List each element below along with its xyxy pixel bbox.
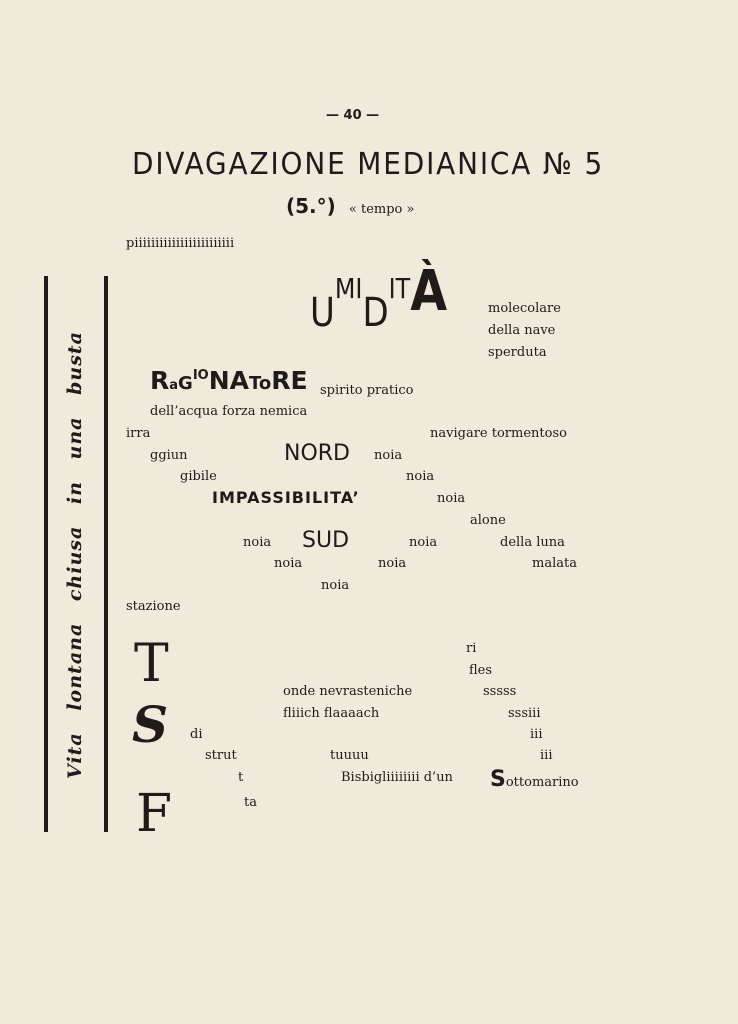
- word-navigare: navigare tormentoso: [430, 426, 567, 441]
- word-fliiich: fliiich flaaaach: [283, 706, 380, 721]
- word-sssss: sssss: [483, 684, 517, 699]
- word-ri: ri: [466, 641, 477, 656]
- right-rule: [104, 276, 108, 832]
- word-molecolare: molecolare: [488, 301, 561, 316]
- subtitle-tempo: « tempo »: [348, 202, 415, 217]
- side-vertical-text: Vita lontana chiusa in una busta: [64, 331, 86, 779]
- letter-t: T: [134, 634, 169, 694]
- page-number: — 40 —: [326, 108, 380, 123]
- subtitle-number: (5.°): [286, 194, 336, 218]
- word-noia-2: noia: [406, 469, 435, 484]
- word-dellacqua: dell’acqua forza nemica: [150, 404, 308, 419]
- umidita-a: À: [410, 259, 448, 324]
- page-title: DIVAGAZIONE MEDIANICA № 5: [132, 147, 605, 182]
- word-noia-5: noia: [409, 535, 438, 550]
- word-iii-1: iii: [530, 727, 543, 742]
- word-bisbigli: Bisbigliiiiiiii d’un: [341, 770, 453, 785]
- word-della-luna: della luna: [500, 535, 565, 550]
- rag-re: RE: [271, 366, 308, 395]
- word-sottomarino: [490, 769, 579, 791]
- word-noia-1: noia: [374, 448, 403, 463]
- letter-s: S: [132, 695, 169, 754]
- word-della-nave: della nave: [488, 323, 556, 338]
- rag-r: R: [150, 366, 170, 395]
- rag-to: To: [249, 373, 272, 394]
- word-sperduta: sperduta: [488, 345, 547, 360]
- sotto-cap: S: [490, 767, 506, 792]
- umidita-m: M: [334, 272, 356, 305]
- word-onde: onde nevrasteniche: [283, 684, 413, 699]
- word-noia-3: noia: [437, 491, 466, 506]
- word-malata: malata: [532, 556, 577, 571]
- word-ggiun: ggiun: [150, 448, 188, 463]
- word-iii-2: iii: [540, 748, 553, 763]
- left-rule: [44, 276, 48, 832]
- word-noia-7: noia: [378, 556, 407, 571]
- rag-io: IO: [192, 368, 209, 383]
- umidita-u: U: [310, 290, 335, 336]
- letter-f: F: [136, 784, 173, 844]
- word-ragionatore: [150, 368, 308, 393]
- word-tuuuu: tuuuu: [330, 748, 369, 763]
- word-fles: fles: [469, 663, 493, 678]
- word-nord: NORD: [284, 441, 350, 466]
- word-sud: SUD: [302, 528, 350, 553]
- umidita-it: IT: [388, 272, 411, 305]
- word-alone: alone: [470, 513, 506, 528]
- rag-g: G: [178, 373, 193, 394]
- word-irra: irra: [126, 426, 151, 441]
- word-ta: ta: [244, 795, 257, 810]
- word-sssiii: sssiii: [508, 706, 541, 721]
- umidita-d: D: [362, 290, 389, 336]
- rag-na: NA: [208, 366, 249, 395]
- rag-a: a: [169, 378, 179, 393]
- word-noia-6: noia: [274, 556, 303, 571]
- word-t: t: [238, 770, 244, 785]
- word-noia-8: noia: [321, 578, 350, 593]
- word-impassibilita: IMPASSIBILITA’: [212, 488, 360, 507]
- umidita-i: I: [355, 272, 363, 305]
- word-gibile: gibile: [180, 469, 217, 484]
- word-strut: strut: [205, 748, 237, 763]
- sotto-rest: ottomarino: [505, 775, 579, 790]
- word-spirito-pratico: spirito pratico: [320, 383, 414, 398]
- word-di: di: [190, 727, 203, 742]
- subtitle: [286, 196, 414, 216]
- word-piii: piiiiiiiiiiiiiiiiiiiiiiii: [126, 236, 235, 251]
- word-umidita: [310, 259, 448, 336]
- word-noia-4: noia: [243, 535, 272, 550]
- word-stazione: stazione: [126, 599, 181, 614]
